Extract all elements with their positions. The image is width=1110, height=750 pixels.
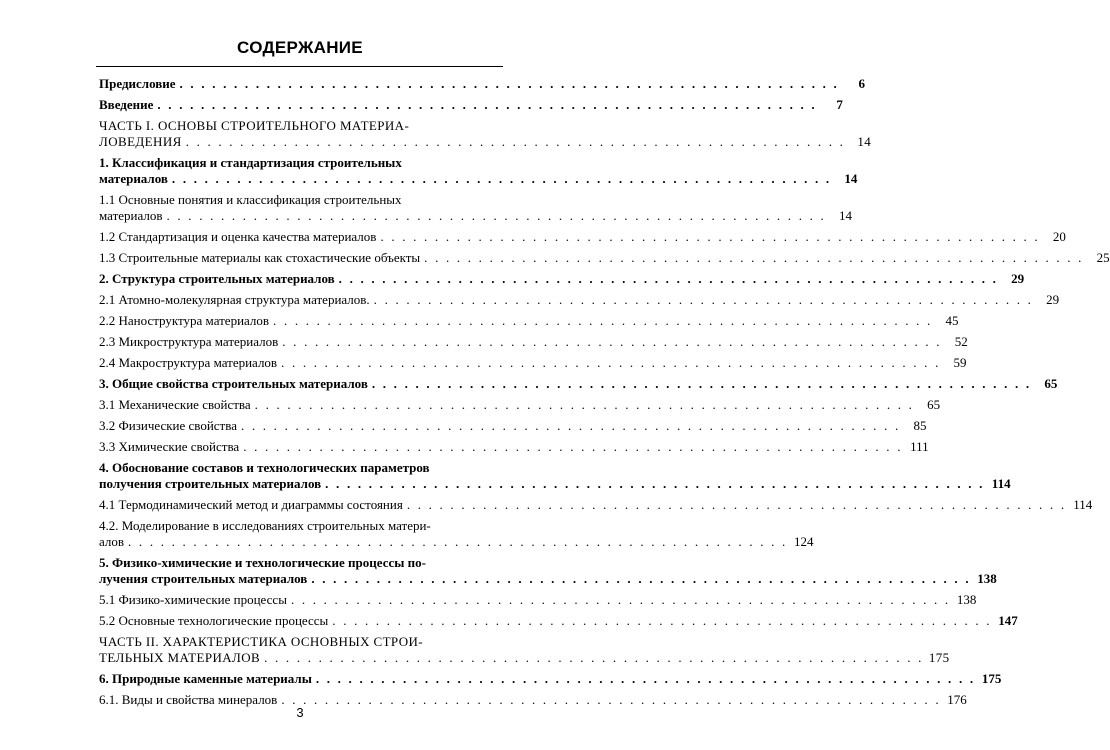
toc-entry-page: 20 bbox=[1052, 229, 1066, 244]
dot-leader: . . . . . . . . . . . . . . . . . . . . . . . . . . . . . . . . . . . . . . . . . . . . . . . . . . . . . . . . . . . . . bbox=[406, 497, 1067, 512]
toc-entry-title: 1.3 Строительные материалы как стохастические объекты bbox=[99, 250, 421, 265]
toc-entry-page: 14 bbox=[838, 208, 852, 223]
dot-leader: . . . . . . . . . . . . . . . . . . . . . . . . . . . . . . . . . . . . . . . . . . . . . . . . . . . . . . . . . . . . . bbox=[171, 171, 832, 186]
dot-leader: . . . . . . . . . . . . . . . . . . . . . . . . . . . . . . . . . . . . . . . . . . . . . . . . . . . . . . . . . . . . . bbox=[128, 534, 788, 549]
toc-entry-page: 175 bbox=[981, 671, 1002, 686]
toc-entry-title-line: 4.2. Моделирование в исследованиях строительных матери- bbox=[99, 518, 431, 533]
toc-entry-page: 138 bbox=[977, 571, 997, 586]
dot-leader: . . . . . . . . . . . . . . . . . . . . . . . . . . . . . . . . . . . . . . . . . . . . . . . . . . . . . . . . . . . . . bbox=[179, 76, 839, 91]
table-of-contents bbox=[99, 76, 1110, 713]
toc-entry-title-line: 1.1 Основные понятия и классификация строительных bbox=[99, 192, 402, 207]
toc-entry[interactable] bbox=[99, 313, 959, 329]
toc-entry-title: ТЕЛЬНЫХ МАТЕРИАЛОВ bbox=[99, 650, 261, 665]
toc-entry-page: 85 bbox=[913, 418, 927, 433]
toc-entry-title: получения строительных материалов bbox=[99, 476, 322, 491]
dot-leader: . . . . . . . . . . . . . . . . . . . . . . . . . . . . . . . . . . . . . . . . . . . . . . . . . . . . . . . . . . . . . bbox=[338, 271, 999, 286]
page-number: 3 bbox=[296, 705, 304, 720]
dot-leader: . . . . . . . . . . . . . . . . . . . . . . . . . . . . . . . . . . . . . . . . . . . . . . . . . . . . . . . . . . . . . bbox=[185, 134, 846, 149]
toc-entry-title: 6. Природные каменные материалы bbox=[99, 671, 312, 686]
toc-entry-title: 5.1 Физико-химические процессы bbox=[99, 592, 287, 607]
toc-entry-page: 65 bbox=[1044, 376, 1058, 391]
toc-entry[interactable] bbox=[99, 460, 1011, 492]
toc-entry-page: 52 bbox=[954, 334, 968, 349]
dot-leader: . . . . . . . . . . . . . . . . . . . . . . . . . . . . . . . . . . . . . . . . . . . . . . . . . . . . . . . . . . . . . bbox=[325, 476, 985, 491]
toc-entry[interactable] bbox=[99, 97, 843, 113]
toc-entry-title: 2.1 Атомно-молекулярная структура материалов. bbox=[99, 292, 370, 307]
toc-entry[interactable] bbox=[99, 613, 1018, 629]
toc-entry-title: 2. Структура строительных материалов bbox=[99, 271, 335, 286]
toc-entry-title: 6.1. Виды и свойства минералов bbox=[99, 692, 278, 707]
toc-entry[interactable] bbox=[99, 671, 1002, 687]
toc-entry-page: 138 bbox=[956, 592, 977, 607]
toc-entry-title: ЛОВЕДЕНИЯ bbox=[99, 134, 182, 149]
toc-entry-page: 14 bbox=[857, 134, 872, 149]
toc-entry[interactable] bbox=[99, 118, 872, 150]
toc-entry[interactable] bbox=[99, 76, 865, 92]
dot-leader: . . . . . . . . . . . . . . . . . . . . . . . . . . . . . . . . . . . . . . . . . . . . . . . . . . . . . . . . . . . . . bbox=[281, 692, 941, 707]
toc-entry-title-line: 4. Обоснование составов и технологических параметров bbox=[99, 460, 430, 475]
toc-entry-title: 2.3 Микроструктура материалов bbox=[99, 334, 279, 349]
toc-entry-title: 4.1 Термодинамический метод и диаграммы состояния bbox=[99, 497, 403, 512]
toc-entry[interactable] bbox=[99, 439, 929, 455]
toc-entry-title-line: 5. Физико-химические и технологические процессы по- bbox=[99, 555, 426, 570]
toc-entry-page: 114 bbox=[1073, 497, 1093, 512]
toc-entry-page: 7 bbox=[836, 97, 843, 112]
toc-entry-title: 3.2 Физические свойства bbox=[99, 418, 237, 433]
toc-entry[interactable] bbox=[99, 518, 814, 550]
toc-entry-page: 59 bbox=[953, 355, 967, 370]
toc-entry[interactable] bbox=[99, 418, 927, 434]
toc-entry[interactable] bbox=[99, 192, 852, 224]
toc-entry-title: 5.2 Основные технологические процессы bbox=[99, 613, 329, 628]
dot-leader: . . . . . . . . . . . . . . . . . . . . . . . . . . . . . . . . . . . . . . . . . . . . . . . . . . . . . . . . . . . . . bbox=[380, 229, 1040, 244]
toc-entry[interactable] bbox=[99, 634, 950, 666]
title-divider bbox=[96, 66, 503, 67]
toc-entry-page: 175 bbox=[928, 650, 950, 665]
toc-entry[interactable] bbox=[99, 397, 941, 413]
toc-entry-page: 14 bbox=[844, 171, 858, 186]
toc-entry-title: 3.1 Механические свойства bbox=[99, 397, 251, 412]
dot-leader: . . . . . . . . . . . . . . . . . . . . . . . . . . . . . . . . . . . . . . . . . . . . . . . . . . . . . . . . . . . . . bbox=[424, 250, 1084, 265]
toc-entry[interactable] bbox=[99, 376, 1058, 392]
dot-leader: . . . . . . . . . . . . . . . . . . . . . . . . . . . . . . . . . . . . . . . . . . . . . . . . . . . . . . . . . . . . . bbox=[282, 334, 942, 349]
dot-leader: . . . . . . . . . . . . . . . . . . . . . . . . . . . . . . . . . . . . . . . . . . . . . . . . . . . . . . . . . . . . . bbox=[332, 613, 992, 628]
toc-entry-title: 3. Общие свойства строительных материалов bbox=[99, 376, 368, 391]
toc-entry-page: 124 bbox=[793, 534, 814, 549]
toc-entry-title: материалов bbox=[99, 171, 168, 186]
toc-entry-title: 2.4 Макроструктура материалов bbox=[99, 355, 278, 370]
dot-leader: . . . . . . . . . . . . . . . . . . . . . . . . . . . . . . . . . . . . . . . . . . . . . . . . . . . . . . . . . . . . . bbox=[373, 292, 1034, 307]
toc-entry[interactable] bbox=[99, 271, 1025, 287]
dot-leader: . . . . . . . . . . . . . . . . . . . . . . . . . . . . . . . . . . . . . . . . . . . . . . . . . . . . . . . . . . . . . bbox=[290, 592, 951, 607]
dot-leader: . . . . . . . . . . . . . . . . . . . . . . . . . . . . . . . . . . . . . . . . . . . . . . . . . . . . . . . . . . . . . bbox=[166, 208, 826, 223]
dot-leader: . . . . . . . . . . . . . . . . . . . . . . . . . . . . . . . . . . . . . . . . . . . . . . . . . . . . . . . . . . . . . bbox=[281, 355, 941, 370]
toc-entry[interactable] bbox=[99, 555, 997, 587]
toc-entry-page: 45 bbox=[945, 313, 959, 328]
toc-entry-title: Предисловие bbox=[99, 76, 176, 91]
toc-entry-title: Введение bbox=[99, 97, 154, 112]
toc-entry[interactable] bbox=[99, 250, 1110, 266]
toc-entry-page: 176 bbox=[947, 692, 967, 707]
toc-entry-page: 147 bbox=[998, 613, 1018, 628]
toc-entry-title: 3.3 Химические свойства bbox=[99, 439, 240, 454]
toc-entry[interactable] bbox=[99, 155, 858, 187]
dot-leader: . . . . . . . . . . . . . . . . . . . . . . . . . . . . . . . . . . . . . . . . . . . . . . . . . . . . . . . . . . . . . bbox=[371, 376, 1032, 391]
toc-entry-title: алов bbox=[99, 534, 125, 549]
toc-entry[interactable] bbox=[99, 592, 977, 608]
toc-entry-title-line: 1. Классификация и стандартизация строительных bbox=[99, 155, 402, 170]
toc-entry-page: 25 bbox=[1096, 250, 1110, 265]
toc-entry-title-line: ЧАСТЬ II. ХАРАКТЕРИСТИКА ОСНОВНЫХ СТРОИ- bbox=[99, 634, 424, 649]
dot-leader: . . . . . . . . . . . . . . . . . . . . . . . . . . . . . . . . . . . . . . . . . . . . . . . . . . . . . . . . . . . . . bbox=[243, 439, 903, 454]
dot-leader: . . . . . . . . . . . . . . . . . . . . . . . . . . . . . . . . . . . . . . . . . . . . . . . . . . . . . . . . . . . . . bbox=[254, 397, 915, 412]
dot-leader: . . . . . . . . . . . . . . . . . . . . . . . . . . . . . . . . . . . . . . . . . . . . . . . . . . . . . . . . . . . . . bbox=[264, 650, 924, 665]
dot-leader: . . . . . . . . . . . . . . . . . . . . . . . . . . . . . . . . . . . . . . . . . . . . . . . . . . . . . . . . . . . . . bbox=[240, 418, 901, 433]
toc-entry[interactable] bbox=[99, 334, 968, 350]
dot-leader: . . . . . . . . . . . . . . . . . . . . . . . . . . . . . . . . . . . . . . . . . . . . . . . . . . . . . . . . . . . . . bbox=[273, 313, 933, 328]
dot-leader: . . . . . . . . . . . . . . . . . . . . . . . . . . . . . . . . . . . . . . . . . . . . . . . . . . . . . . . . . . . . . bbox=[157, 97, 817, 112]
toc-entry-page: 6 bbox=[858, 76, 865, 91]
dot-leader: . . . . . . . . . . . . . . . . . . . . . . . . . . . . . . . . . . . . . . . . . . . . . . . . . . . . . . . . . . . . . bbox=[311, 571, 971, 586]
toc-entry[interactable] bbox=[99, 355, 967, 371]
toc-entry-page: 114 bbox=[991, 476, 1011, 491]
toc-entry-page: 65 bbox=[927, 397, 941, 412]
toc-entry[interactable] bbox=[99, 497, 1093, 513]
page-title: СОДЕРЖАНИЕ bbox=[237, 38, 363, 57]
dot-leader: . . . . . . . . . . . . . . . . . . . . . . . . . . . . . . . . . . . . . . . . . . . . . . . . . . . . . . . . . . . . . bbox=[315, 671, 976, 686]
toc-entry[interactable] bbox=[99, 292, 1060, 308]
toc-entry[interactable] bbox=[99, 229, 1066, 245]
toc-entry-page: 111 bbox=[910, 439, 929, 454]
toc-entry-page: 29 bbox=[1046, 292, 1060, 307]
toc-entry-title: 2.2 Наноструктура материалов bbox=[99, 313, 270, 328]
toc-entry-page: 29 bbox=[1011, 271, 1025, 286]
toc-entry-title: 1.2 Стандартизация и оценка качества материалов bbox=[99, 229, 377, 244]
toc-entry-title: лучения строительных материалов bbox=[99, 571, 308, 586]
toc-entry-title: материалов bbox=[99, 208, 163, 223]
toc-entry-title-line: ЧАСТЬ I. ОСНОВЫ СТРОИТЕЛЬНОГО МАТЕРИА- bbox=[99, 118, 410, 133]
